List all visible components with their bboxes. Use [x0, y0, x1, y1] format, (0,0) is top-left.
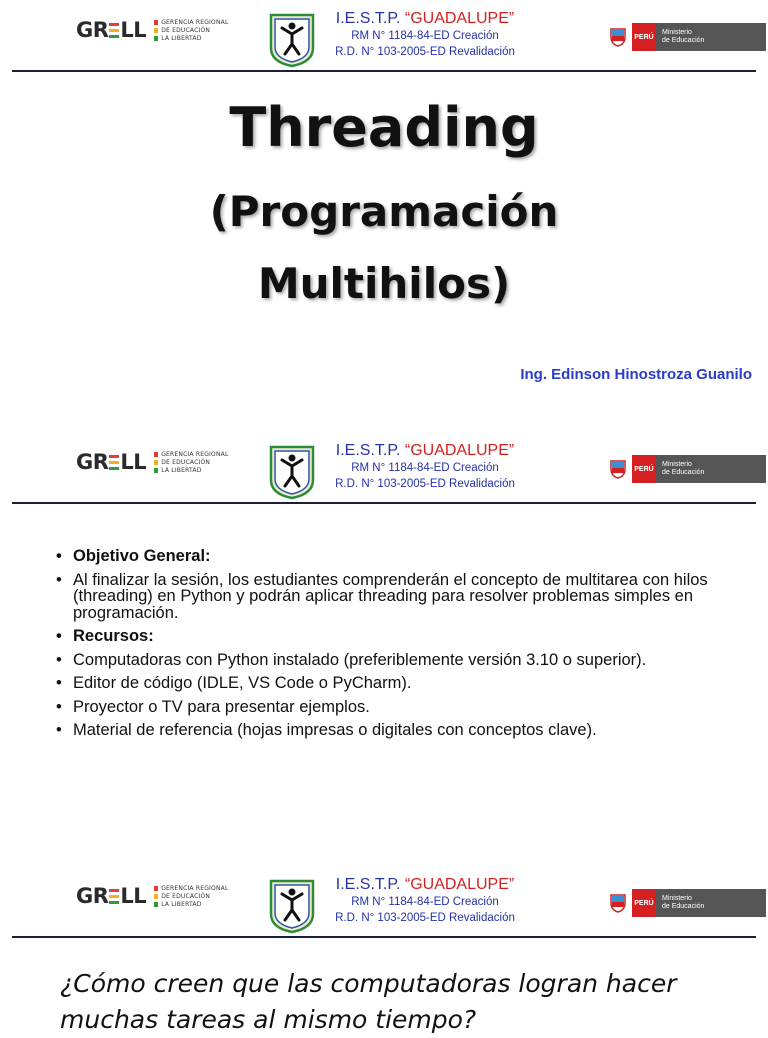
- ministry-logo: [608, 23, 766, 51]
- slide-question: ¿Cómo creen que las computadoras logran hacer muchas tareas al mismo tiempo?: [60, 969, 677, 1034]
- list-item: • Proyector o TV para presentar ejemplos.: [56, 699, 746, 716]
- peru-shield-icon: [608, 27, 628, 47]
- objectives-list: [56, 548, 746, 746]
- grell-sub-line: DE EDUCACIÓN: [161, 892, 211, 900]
- rd-line: R.D. N° 103-2005-ED Revalidación: [335, 912, 515, 924]
- grell-sub-line: DE EDUCACIÓN: [161, 26, 211, 34]
- grell-bars-icon: [109, 455, 119, 470]
- institute-block: [320, 442, 530, 492]
- ministry-line1: Ministerio: [662, 895, 692, 902]
- list-item: • Computadoras con Python instalado (preferiblemente versión 3.10 o superior).: [56, 652, 746, 669]
- rd-line: R.D. N° 103-2005-ED Revalidación: [335, 478, 515, 490]
- institute-prefix: I.E.S.T.P.: [335, 10, 405, 27]
- institute-block: [320, 876, 530, 926]
- rm-line: RM N° 1184-84-ED Creación: [351, 896, 499, 908]
- institute-block: [320, 10, 530, 60]
- ministry-logo: [608, 889, 766, 917]
- author-name: Ing. Edinson Hinostroza Guanilo: [520, 366, 752, 383]
- institute-crest-icon: [268, 12, 316, 68]
- slide-title: Threading: [229, 96, 539, 159]
- ministry-line2: de Educación: [662, 903, 705, 910]
- list-item: • Al finalizar la sesión, los estudiantes comprenderán el concepto de multitarea con hilos (threading) en Python y podrán aplicar threading para resolver problemas simples en programación.: [56, 572, 746, 622]
- grell-sub-line: LA LIBERTAD: [161, 900, 202, 908]
- slide-header: [0, 866, 768, 938]
- grell-word-left: GR: [76, 18, 109, 42]
- ministry-logo: [608, 455, 766, 483]
- institute-title: [320, 876, 530, 894]
- ministry-line1: Ministerio: [662, 461, 692, 468]
- institute-crest-icon: [268, 878, 316, 934]
- rm-line: RM N° 1184-84-ED Creación: [351, 462, 499, 474]
- list-item: • Editor de código (IDLE, VS Code o PyCharm).: [56, 675, 746, 692]
- slide-subtitle-line2: Multihilos): [257, 259, 511, 308]
- grell-bars-icon: [109, 23, 119, 38]
- grell-word-right: LL: [120, 884, 147, 908]
- ministry-line1: Ministerio: [662, 29, 692, 36]
- grell-logo: [76, 450, 228, 474]
- list-item: • Objetivo General:: [56, 548, 746, 565]
- peru-shield-icon: [608, 893, 628, 913]
- header-divider: [12, 502, 756, 504]
- ministry-line2: de Educación: [662, 469, 705, 476]
- institute-prefix: I.E.S.T.P.: [335, 876, 405, 893]
- ministry-name: [656, 455, 766, 483]
- ministry-name: [656, 889, 766, 917]
- grell-sub-line: GERENCIA REGIONAL: [161, 450, 229, 458]
- grell-sub-line: GERENCIA REGIONAL: [161, 18, 229, 26]
- institute-name: “GUADALUPE”: [404, 10, 515, 27]
- grell-bars-icon: [109, 889, 119, 904]
- grell-word-left: GR: [76, 450, 109, 474]
- peru-flag-label: PERÚ: [632, 889, 656, 917]
- peru-flag-label: PERÚ: [632, 455, 656, 483]
- grell-logo: [76, 18, 228, 42]
- list-item: • Material de referencia (hojas impresas o digitales con conceptos clave).: [56, 722, 746, 739]
- grell-subtitle: [154, 19, 228, 42]
- slide-subtitle-line1: (Programación: [209, 187, 559, 236]
- slide-1: [0, 0, 768, 420]
- rm-line: RM N° 1184-84-ED Creación: [351, 30, 499, 42]
- institute-name: “GUADALUPE”: [404, 442, 515, 459]
- header-divider: [12, 70, 756, 72]
- grell-sub-line: LA LIBERTAD: [161, 34, 202, 42]
- grell-subtitle: [154, 451, 228, 474]
- institute-prefix: I.E.S.T.P.: [335, 442, 405, 459]
- institute-title: [320, 442, 530, 460]
- grell-subtitle: [154, 885, 228, 908]
- list-item: • Recursos:: [56, 628, 746, 645]
- grell-logo: [76, 884, 228, 908]
- rd-line: R.D. N° 103-2005-ED Revalidación: [335, 46, 515, 58]
- header-divider: [12, 936, 756, 938]
- grell-word-left: GR: [76, 884, 109, 908]
- grell-sub-line: GERENCIA REGIONAL: [161, 884, 229, 892]
- ministry-name: [656, 23, 766, 51]
- slide-header: [0, 0, 768, 72]
- grell-word-right: LL: [120, 18, 147, 42]
- peru-flag-label: PERÚ: [632, 23, 656, 51]
- grell-sub-line: DE EDUCACIÓN: [161, 458, 211, 466]
- slide-header: [0, 432, 768, 504]
- institute-title: [320, 10, 530, 28]
- grell-word-right: LL: [120, 450, 147, 474]
- peru-shield-icon: [608, 459, 628, 479]
- grell-sub-line: LA LIBERTAD: [161, 466, 202, 474]
- institute-name: “GUADALUPE”: [404, 876, 515, 893]
- ministry-line2: de Educación: [662, 37, 705, 44]
- institute-crest-icon: [268, 444, 316, 500]
